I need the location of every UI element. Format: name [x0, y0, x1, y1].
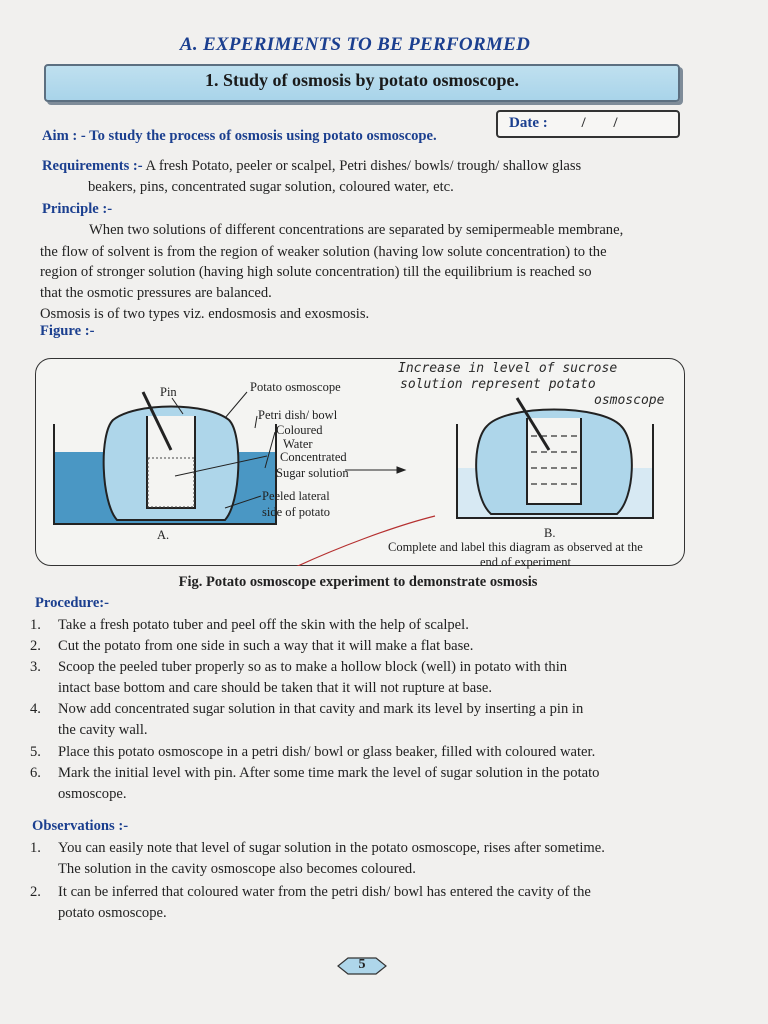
requirements-line1 [42, 156, 702, 177]
handwritten-note-3: osmoscope [594, 393, 665, 408]
cavity-b [527, 418, 581, 504]
figure-label: Figure :- [40, 323, 95, 339]
label-concentrated-2: Sugar solution [276, 466, 349, 480]
date-label [509, 115, 618, 132]
procedure-item: 1. Take a fresh potato tuber and peel off the skin with the help of scalpel. [30, 617, 469, 633]
date-label-text: Date : [509, 115, 548, 131]
figure-caption: Fig. Potato osmoscope experiment to demonstrate osmosis [178, 574, 538, 590]
requirements-text-2: beakers, pins, concentrated sugar solution, coloured water, etc. [88, 179, 454, 195]
instruction-line-1: Complete and label this diagram as observed at the [388, 540, 643, 554]
handwritten-note-1: Increase in level of sucrose [398, 361, 618, 376]
label-peeled-1: Peeled lateral [262, 489, 330, 503]
requirements-label: Requirements :- [42, 158, 143, 174]
label-petri-dish: Petri dish/ bowl [258, 408, 338, 422]
procedure-label: Procedure:- [35, 595, 110, 611]
procedure-item: 4. Now add concentrated sugar solution in that cavity and mark its level by inserting a pin in the cavity wall. [30, 701, 584, 738]
procedure-item: 6. Mark the initial level with pin. After some time mark the level of sugar solution in the potato osmoscope. [30, 765, 600, 802]
label-coloured-2: Water [283, 437, 313, 451]
principle-line-5: Osmosis is of two types viz. endosmosis and exosmosis. [40, 306, 370, 322]
page-number: 5 [358, 957, 366, 972]
experiment-title: 1. Study of osmosis by potato osmoscope. [204, 70, 520, 90]
principle-label: Principle :- [42, 201, 113, 217]
label-a: A. [157, 528, 170, 542]
section-title: A. EXPERIMENTS TO BE PERFORMED [179, 34, 531, 55]
date-sep-2: / [613, 115, 618, 131]
label-coloured-1: Coloured [276, 423, 323, 437]
setup-b [457, 398, 653, 518]
aim-line [42, 126, 437, 147]
label-concentrated-1: Concentrated [280, 450, 347, 464]
procedure-item: 2. Cut the potato from one side in such a way that it will make a flat base. [30, 638, 474, 654]
date-sep-1: / [581, 115, 586, 131]
label-pin: Pin [160, 385, 177, 399]
aim-text: To study the process of osmosis using potato osmoscope. [89, 128, 437, 144]
observation-item: 1. You can easily note that level of sugar solution in the potato osmoscope, rises after sometime. The solution in the cavity osmoscope also becomes coloured. [30, 840, 605, 877]
principle-line-1: When two solutions of different concentrations are separated by semipermeable membrane, [89, 222, 624, 238]
label-potato-osmoscope: Potato osmoscope [250, 380, 341, 394]
instruction-line-2: end of experiment [480, 555, 571, 569]
observation-item: 2. It can be inferred that coloured water from the petri dish/ bowl has entered the cavity of the potato osmoscope. [30, 884, 591, 921]
observations-label: Observations :- [32, 818, 129, 834]
aim-label: Aim : - [42, 128, 86, 144]
setup-a [54, 392, 276, 524]
label-b: B. [544, 526, 556, 540]
procedure-item: 5. Place this potato osmoscope in a petri dish/ bowl or glass beaker, filled with coloured water. [30, 744, 596, 760]
sugar-solution-a [148, 458, 194, 507]
principle-line-3: region of stronger solution (having high solute concentration) till the equilibrium is reached so [40, 264, 592, 280]
principle-line-2: the flow of solvent is from the region of weaker solution (having low solute concentration) to the [40, 244, 607, 260]
principle-line-4: that the osmotic pressures are balanced. [40, 285, 272, 301]
requirements-text-1: A fresh Potato, peeler or scalpel, Petri dishes/ bowls/ trough/ shallow glass [145, 158, 582, 174]
label-peeled-2: side of potato [262, 505, 331, 519]
procedure-item: 3. Scoop the peeled tuber properly so as to make a hollow block (well) in potato with thin intact base bottom and care should be taken that it will not rupture at base. [30, 659, 568, 696]
handwritten-note-2: solution represent potato [400, 377, 596, 392]
